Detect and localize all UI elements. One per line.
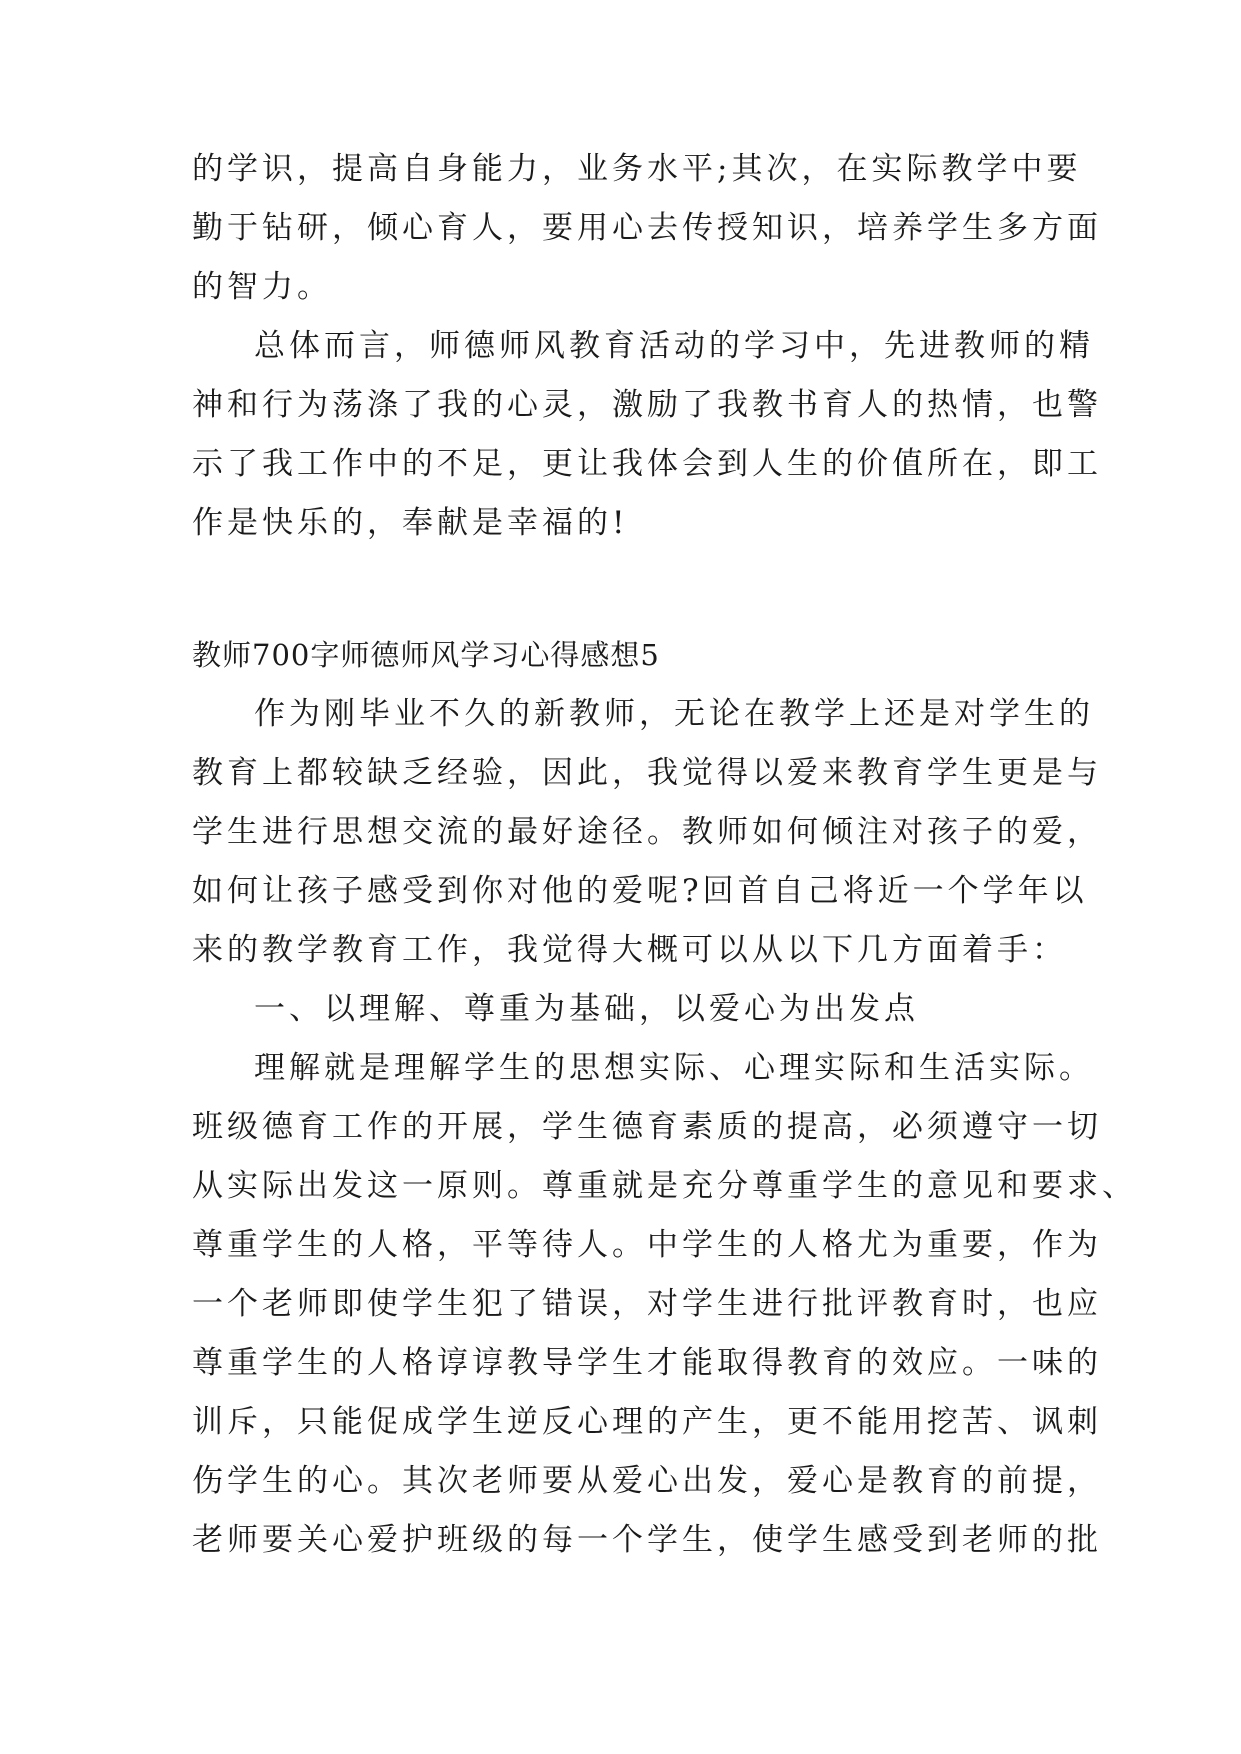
paragraph-line: 一个老师即使学生犯了错误，对学生进行批评教育时，也应 <box>192 1286 1102 1322</box>
paragraph-2 <box>192 317 1102 553</box>
paragraph-line: 总体而言，师德师风教育活动的学习中，先进教师的精 <box>254 328 1094 364</box>
paragraph-1 <box>192 140 1102 317</box>
paragraph-line: 从实际出发这一原则。尊重就是充分尊重学生的意见和要求、 <box>192 1168 1137 1204</box>
paragraph-line: 学生进行思想交流的最好途径。教师如何倾注对孩子的爱， <box>192 814 1102 850</box>
paragraph-line: 尊重学生的人格谆谆教导学生才能取得教育的效应。一味的 <box>192 1345 1102 1381</box>
paragraph-line: 老师要关心爱护班级的每一个学生，使学生感受到老师的批 <box>192 1522 1102 1558</box>
paragraph-line: 勤于钻研，倾心育人，要用心去传授知识，培养学生多方面 <box>192 210 1102 246</box>
paragraph-line: 来的教学教育工作，我觉得大概可以从以下几方面着手： <box>192 932 1067 968</box>
paragraph-3 <box>192 685 1102 980</box>
paragraph-line: 训斥，只能促成学生逆反心理的产生，更不能用挖苦、讽刺 <box>192 1404 1102 1440</box>
paragraph-line: 班级德育工作的开展，学生德育素质的提高，必须遵守一切 <box>192 1109 1102 1145</box>
paragraph-4 <box>192 1039 1137 1570</box>
subheading: 一、以理解、尊重为基础，以爱心为出发点 <box>254 991 919 1027</box>
blank-line <box>192 553 1062 612</box>
paragraph-line: 理解就是理解学生的思想实际、心理实际和生活实际。 <box>254 1050 1094 1086</box>
document-page <box>192 140 1137 1570</box>
paragraph-line: 的智力。 <box>192 269 332 305</box>
paragraph-line: 如何让孩子感受到你对他的爱呢?回首自己将近一个学年以 <box>192 873 1088 909</box>
section-title: 教师700字师德师风学习心得感想5 <box>192 638 660 672</box>
paragraph-line: 作为刚毕业不久的新教师，无论在教学上还是对学生的 <box>254 696 1094 732</box>
paragraph-line: 示了我工作中的不足，更让我体会到人生的价值所在，即工 <box>192 446 1102 482</box>
paragraph-line: 作是快乐的，奉献是幸福的! <box>192 505 629 541</box>
paragraph-line: 教育上都较缺乏经验，因此，我觉得以爱来教育学生更是与 <box>192 755 1102 791</box>
paragraph-line: 尊重学生的人格，平等待人。中学生的人格尤为重要，作为 <box>192 1227 1102 1263</box>
paragraph-line: 神和行为荡涤了我的心灵，激励了我教书育人的热情，也警 <box>192 387 1102 423</box>
paragraph-line: 的学识，提高自身能力，业务水平;其次，在实际教学中要 <box>192 151 1082 187</box>
paragraph-line: 伤学生的心。其次老师要从爱心出发，爱心是教育的前提， <box>192 1463 1102 1499</box>
